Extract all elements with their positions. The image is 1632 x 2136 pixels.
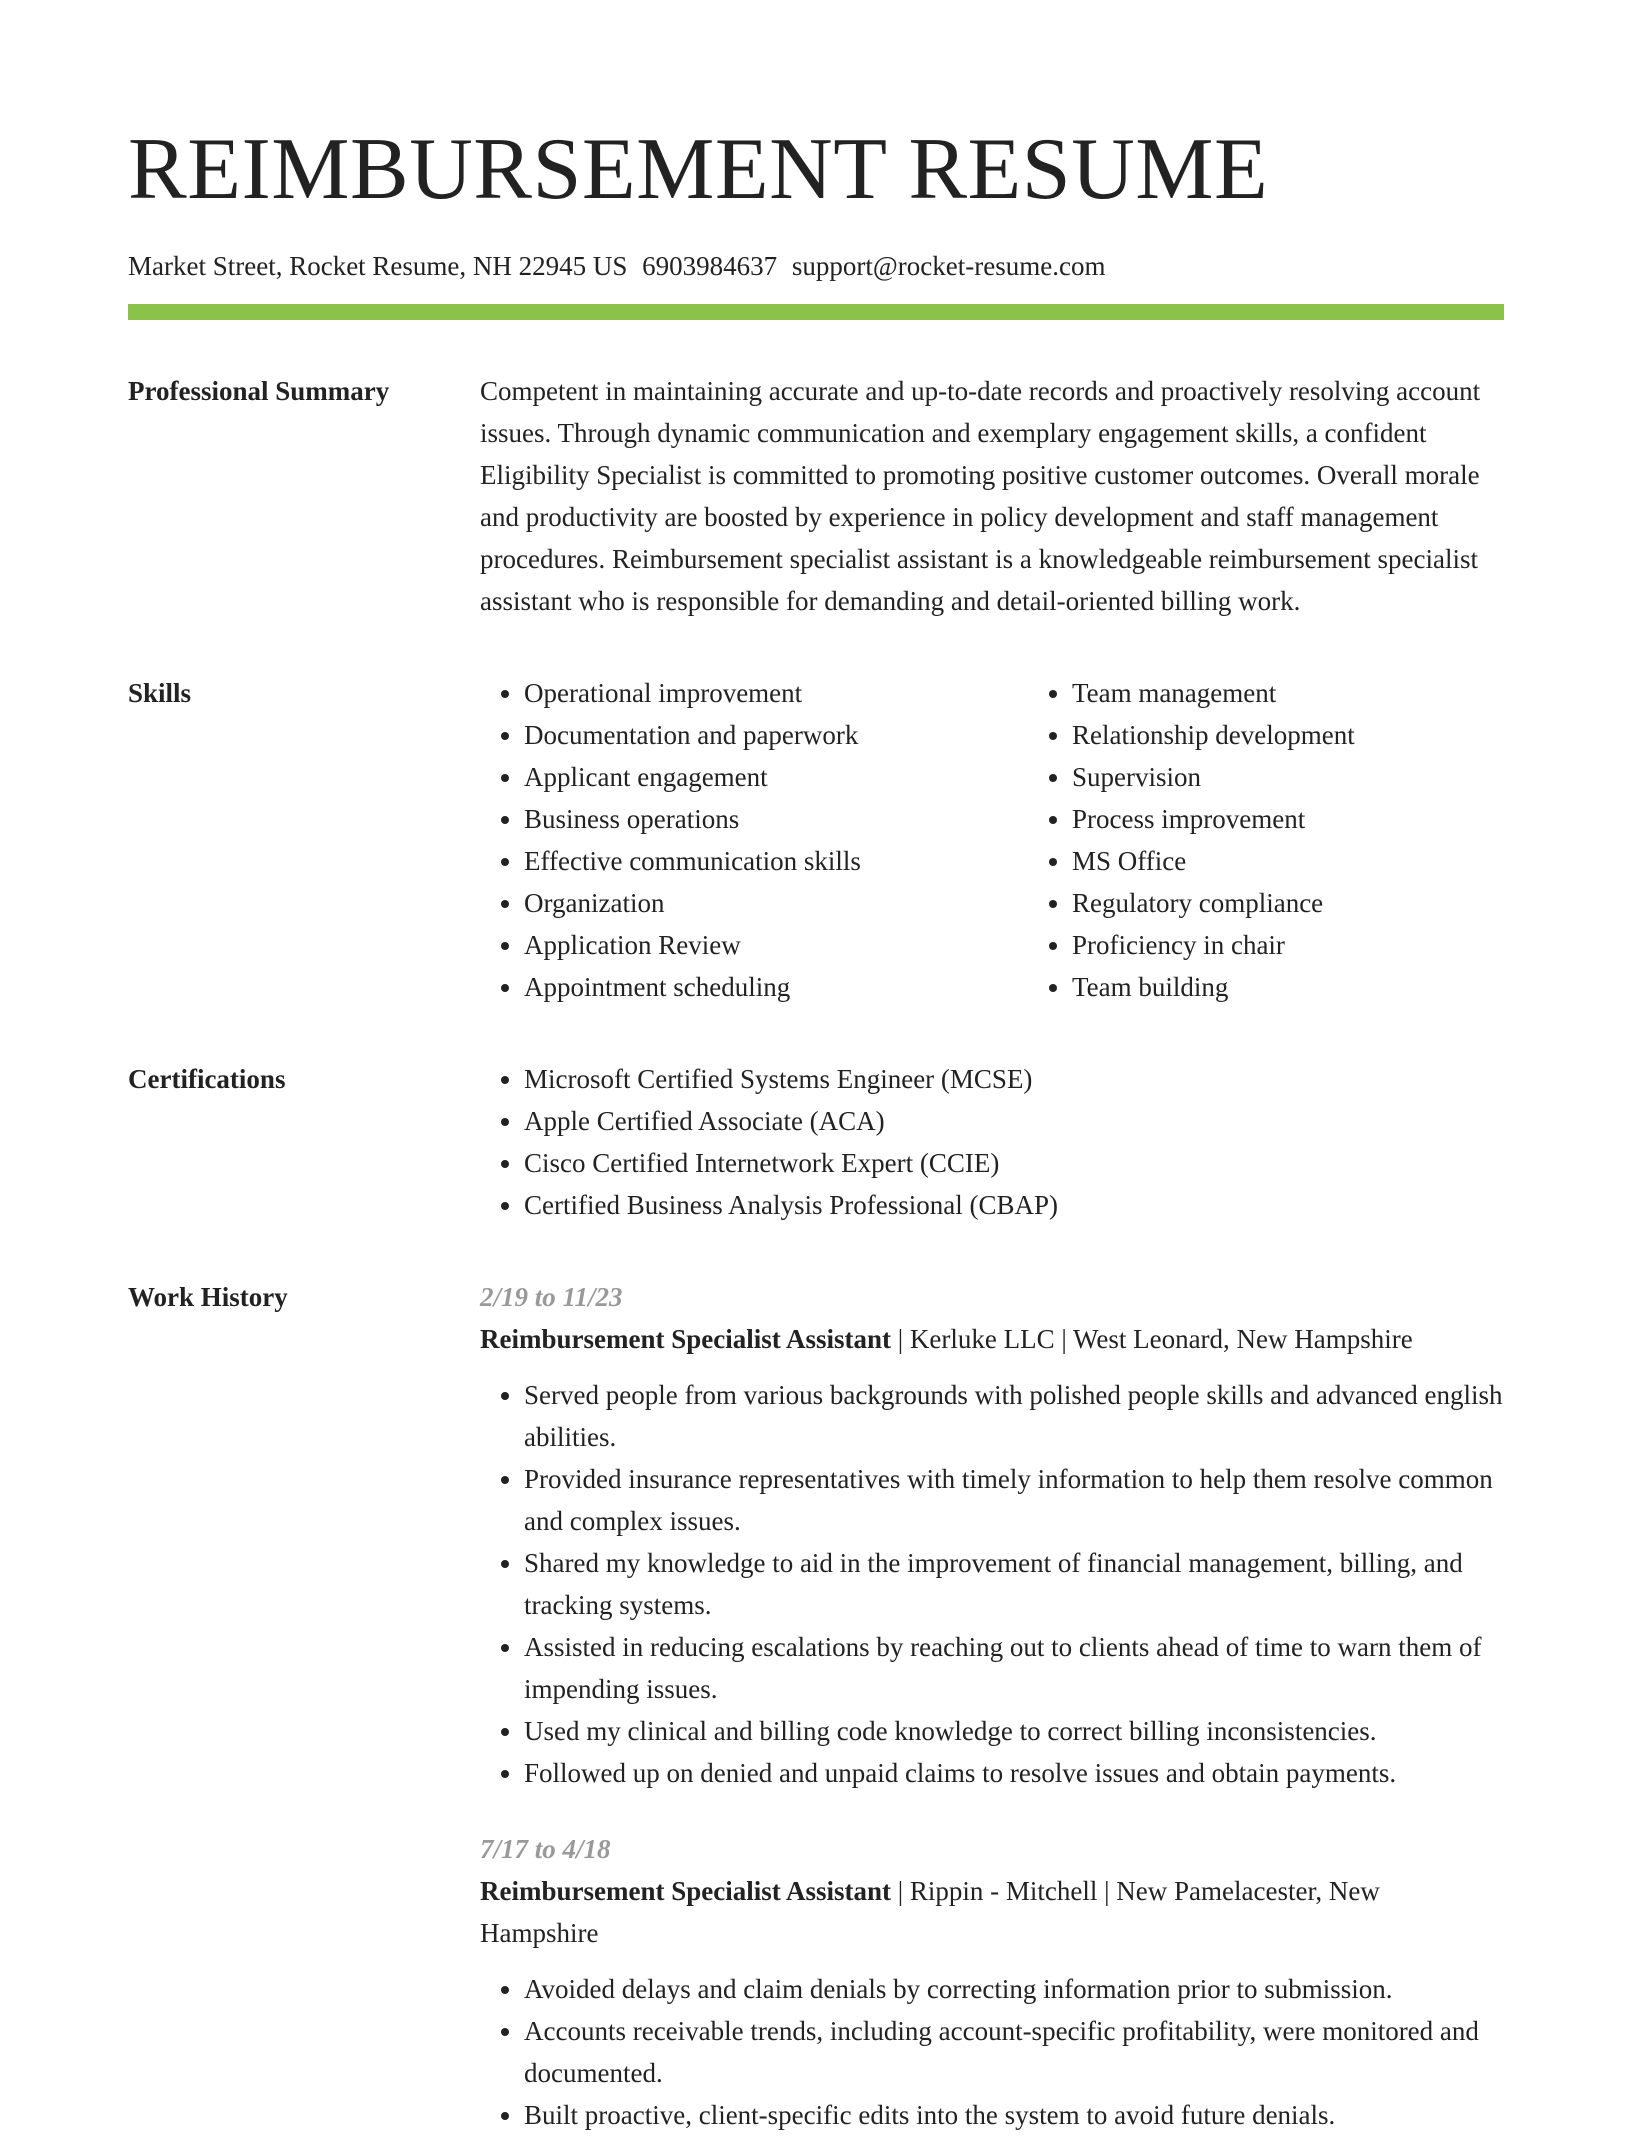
resume-title: REIMBURSEMENT RESUME <box>128 121 1269 218</box>
job-heading <box>480 1318 1504 1360</box>
job-bullet: • Followed up on denied and unpaid claims to resolve issues and obtain payments. <box>524 1752 1504 1794</box>
certification-item: • Apple Certified Associate (ACA) <box>524 1100 1504 1142</box>
certifications-body <box>480 1058 1504 1226</box>
job-bullets <box>480 1968 1504 2136</box>
certification-item: • Cisco Certified Internetwork Expert (CCIE) <box>524 1142 1504 1184</box>
skill-item: • Business operations <box>524 798 1028 840</box>
job-bullet: • Provided insurance representatives with timely information to help them resolve common and complex issues. <box>524 1458 1504 1542</box>
job-company-location: | Kerluke LLC | West Leonard, New Hampshire <box>891 1324 1413 1354</box>
skill-item: • Appointment scheduling <box>524 966 1028 1008</box>
skill-item: • Organization <box>524 882 1028 924</box>
work-history-section <box>128 1276 1504 2136</box>
section-label-work-history: Work History <box>128 1282 288 1312</box>
summary-text: Competent in maintaining accurate and up-to-date records and proactively resolving account issues. Through dynamic communication and exemplary engagement skills, a confident Eligibility Specialist is committed to promoting positive customer outcomes. Overall morale and productivity are boosted by experience in policy development and staff management procedures. Reimbursement specialist assistant is a knowledgeable reimbursement specialist assistant who is responsible for demanding and detail-oriented billing work. <box>480 376 1481 616</box>
section-label-skills: Skills <box>128 678 192 708</box>
job-entry <box>480 1828 1504 2136</box>
certification-item: • Certified Business Analysis Professional (CBAP) <box>524 1184 1504 1226</box>
work-history-body <box>480 1276 1504 2136</box>
skill-item: • Supervision <box>1072 756 1576 798</box>
job-bullet: • Assisted in reducing escalations by reaching out to clients ahead of time to warn them of impending issues. <box>524 1626 1504 1710</box>
certification-item: • Microsoft Certified Systems Engineer (MCSE) <box>524 1058 1504 1100</box>
skill-item: • MS Office <box>1072 840 1576 882</box>
skill-item: • Application Review <box>524 924 1028 966</box>
accent-divider <box>128 304 1504 320</box>
job-bullet: • Shared my knowledge to aid in the improvement of financial management, billing, and tracking systems. <box>524 1542 1504 1626</box>
skill-item: • Regulatory compliance <box>1072 882 1576 924</box>
email-text: support@rocket-resume.com <box>791 251 1106 281</box>
job-heading <box>480 1870 1504 1954</box>
job-title: Reimbursement Specialist Assistant <box>480 1324 891 1354</box>
skill-item: • Relationship development <box>1072 714 1576 756</box>
job-bullet: • Built proactive, client-specific edits into the system to avoid future denials. <box>524 2094 1504 2136</box>
contact-line <box>128 246 1504 286</box>
job-bullet: • Accounts receivable trends, including account-specific profitability, were monitored and documented. <box>524 2010 1504 2094</box>
skill-item: • Effective communication skills <box>524 840 1028 882</box>
certifications-list <box>480 1058 1504 1226</box>
skill-item: • Team building <box>1072 966 1576 1008</box>
skill-item: • Process improvement <box>1072 798 1576 840</box>
phone-text: 6903984637 <box>642 251 778 281</box>
skills-list-left <box>480 672 1028 1008</box>
address-text: Market Street, Rocket Resume, NH 22945 US <box>128 251 628 281</box>
skills-section <box>128 672 1504 1008</box>
summary-body <box>480 370 1504 622</box>
section-label-certifications: Certifications <box>128 1064 286 1094</box>
job-company-location: | Rippin - Mitchell | New Pamelacester, New Hampshire <box>480 1876 1380 1948</box>
skills-body <box>480 672 1576 1008</box>
skill-item: • Operational improvement <box>524 672 1028 714</box>
skill-item: • Team management <box>1072 672 1576 714</box>
job-entry <box>480 1276 1504 1794</box>
job-bullet: • Used my clinical and billing code knowledge to correct billing inconsistencies. <box>524 1710 1504 1752</box>
job-bullets <box>480 1374 1504 1794</box>
skill-item: • Applicant engagement <box>524 756 1028 798</box>
job-bullet: • Avoided delays and claim denials by correcting information prior to submission. <box>524 1968 1504 2010</box>
job-bullet: • Served people from various backgrounds with polished people skills and advanced english abilities. <box>524 1374 1504 1458</box>
job-title: Reimbursement Specialist Assistant <box>480 1876 891 1906</box>
skill-item: • Documentation and paperwork <box>524 714 1028 756</box>
skill-item: • Proficiency in chair <box>1072 924 1576 966</box>
skills-list-right <box>1028 672 1576 1008</box>
section-label-summary: Professional Summary <box>128 376 390 406</box>
certifications-section <box>128 1058 1504 1226</box>
summary-section <box>128 370 1504 622</box>
job-dates: 7/17 to 4/18 <box>480 1834 611 1864</box>
job-dates: 2/19 to 11/23 <box>480 1282 623 1312</box>
